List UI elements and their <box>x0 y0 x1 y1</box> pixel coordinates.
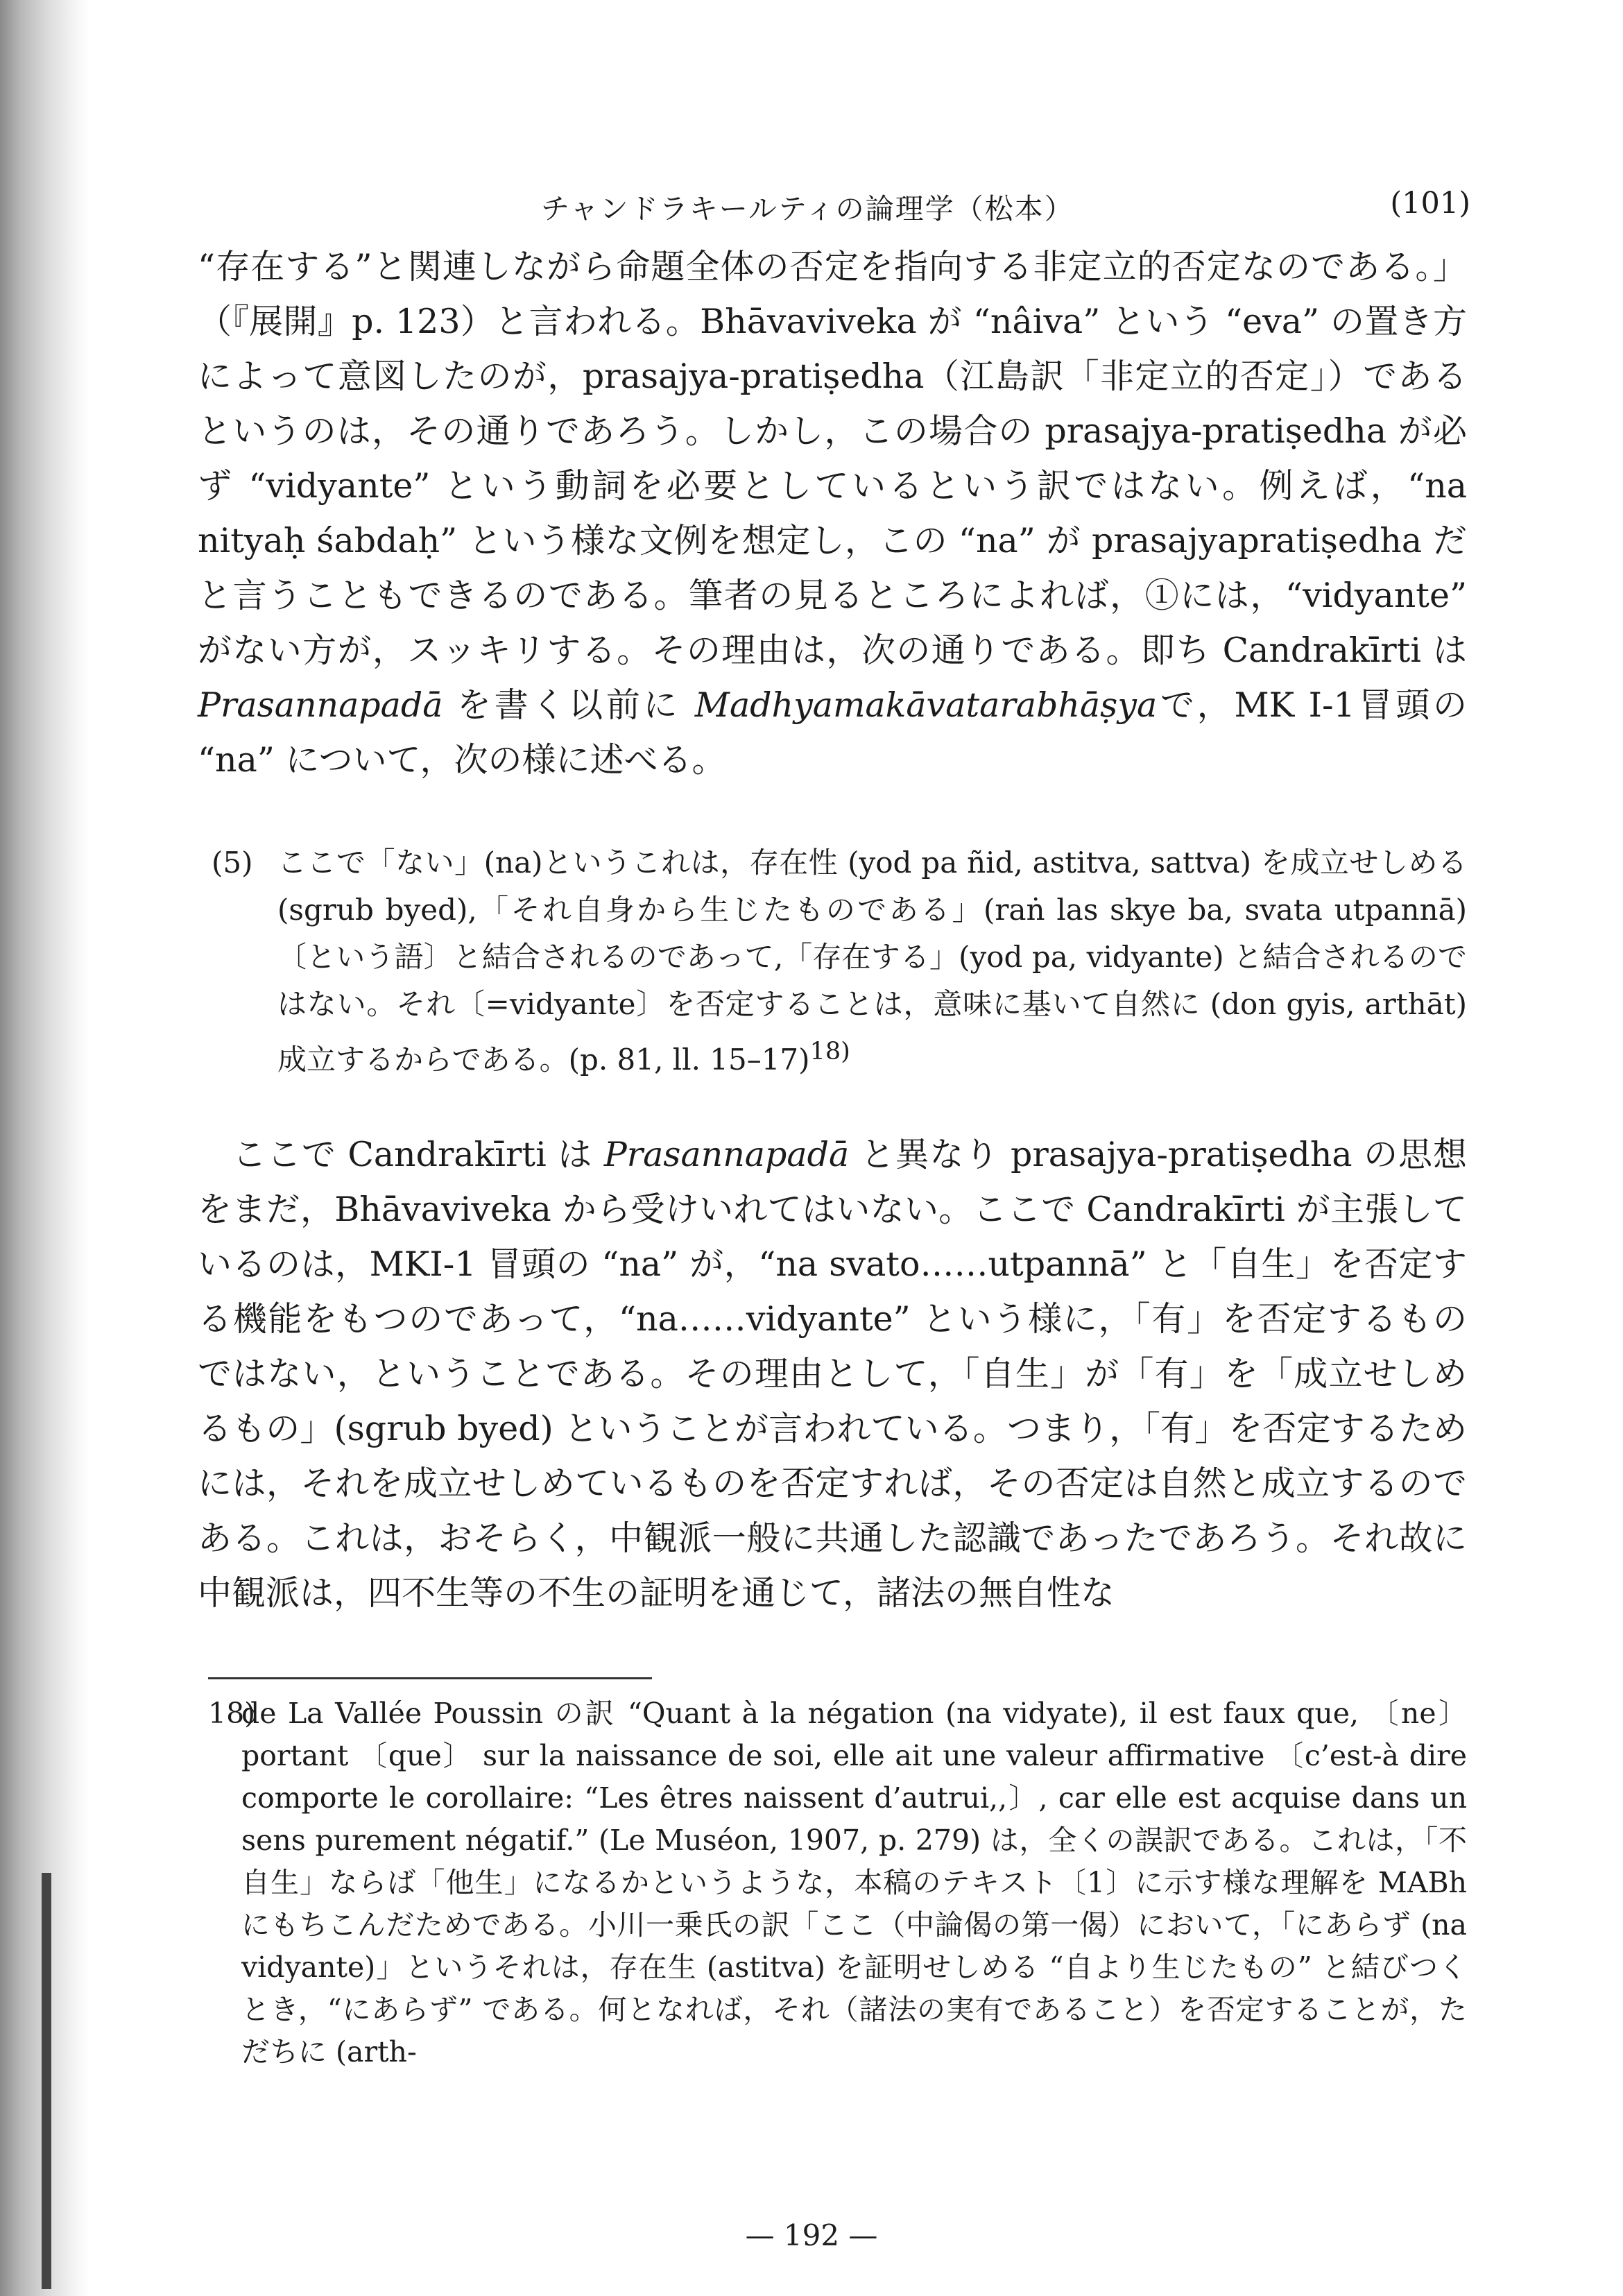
paragraph-1b-text: を書く以前に <box>456 685 681 725</box>
work-title-prasannapada-2: Prasannapadā <box>603 1135 850 1174</box>
running-head-title: チャンドラキールティの論理学（松本） <box>541 192 1074 225</box>
running-head-page-ref: (101) <box>1390 186 1470 221</box>
paragraph-1-text: “存在する”と関連しながら命題全体の否定を指向する非定立的否定なのである。」（『展開』p. 123）と言われる。Bhāvaviveka が “nâiva” という “eva” の置き方によって意図したのが，prasajya-pratiṣedha（江島訳「非定立的否定」）であるというのは，その通りであろう。しかし，この場合の prasajya-pratiṣedha が必ず “vidyante” という動詞を必要としているという訳ではない。例えば，“na nityaḥ śabdaḥ” という様な文例を想定し，この “na” が prasajyapratiṣedha だと言うこともできるのである。筆者の見るところによれば，①には，“vidyante” がない方が，スッキリする。その理由は，次の通りである。即ち Candrakīrti は <box>198 247 1467 670</box>
body-text-continued <box>198 1127 1467 1620</box>
quotation-number: (5) <box>212 846 253 880</box>
footnote-text: de La Vallée Poussin の訳 “Quant à la négation (na vidyate), il est faux que, 〔ne〕 portant 〔que〕 sur la naissance de soi, elle ait une valeur affirmative 〔c’est-à dire comporte le corollaire: “Les êtres naissent d’autrui,,〕, car elle est acquise dans un sens purement négatif.” (Le Muséon, 1907, p. 279) は，全くの誤訳である。これは，「不自生」ならば「他生」になるかというような，本稿のテキスト〔1〕に示す様な理解を MABh にもちこんだためである。小川一乗氏の訳「ここ（中論偈の第一偈）において，「にあらず (na vidyante)」というそれは，存在生 (astitva) を証明せしめる “自より生じたもの” と結びつくとき，“にあらず” である。何となれば，それ（諸法の実有であること）を否定することが，ただちに (arth- <box>241 1697 1468 2068</box>
footnote <box>208 1693 1467 2073</box>
quotation-text-block <box>277 839 1467 1083</box>
footnote-number: 18) <box>208 1697 256 1730</box>
running-head <box>208 186 1470 234</box>
work-title-prasannapada: Prasannapadā <box>198 685 443 725</box>
footnote-divider <box>208 1677 652 1679</box>
body-paragraph <box>198 239 1467 787</box>
footnote-reference[interactable]: 18) <box>809 1038 850 1065</box>
quotation-text: ここで「ない」(na)というこれは，存在性 (yod pa ñid, astitva, sattva) を成立せしめる (sgrub byed),「それ自身から生じたものである」(raṅ las skye ba, svata utpannā)〔という語〕と結合されるのであって,「存在する」(yod pa, vidyante) と結合されるのではない。それ〔=vidyante〕を否定することは，意味に基いて自然に (don gyis, arthāt) 成立するからである。(p. 81, ll. 15–17) <box>277 846 1467 1077</box>
paragraph-2b-text: と異なり prasajya-pratiṣedha の思想をまだ，Bhāvaviveka から受けいれてはいない。ここで Candrakīrti が主張しているのは，MKI-1 冒頭の “na” が，“na svato……utpannā” と「自生」を否定する機能をもつのであって，“na……vidyante” という様に，「有」を否定するものではない，ということである。その理由として，「自生」が「有」を「成立せしめるもの」(sgrub byed) ということが言われている。つまり，「有」を否定するためには，それを成立せしめているものを否定すれば，その否定は自然と成立するのである。これは，おそらく，中観派一般に共通した認識であったであろう。それ故に中観派は，四不生等の不生の証明を通じて，諸法の無自性な <box>198 1135 1467 1613</box>
block-quotation <box>212 839 1467 1083</box>
paragraph-2a-text: ここで Candrakīrti は <box>232 1135 593 1174</box>
work-title-madhyamakavatarabhasya: Madhyamakāvatarabhāṣya <box>694 685 1158 725</box>
page-number: — 192 — <box>745 2218 878 2252</box>
paragraph-1c-text: で，MK I-1冒頭の “na” について，次の様に述べる。 <box>198 685 1467 780</box>
body-text <box>198 239 1467 787</box>
body-paragraph-2 <box>198 1127 1467 1620</box>
